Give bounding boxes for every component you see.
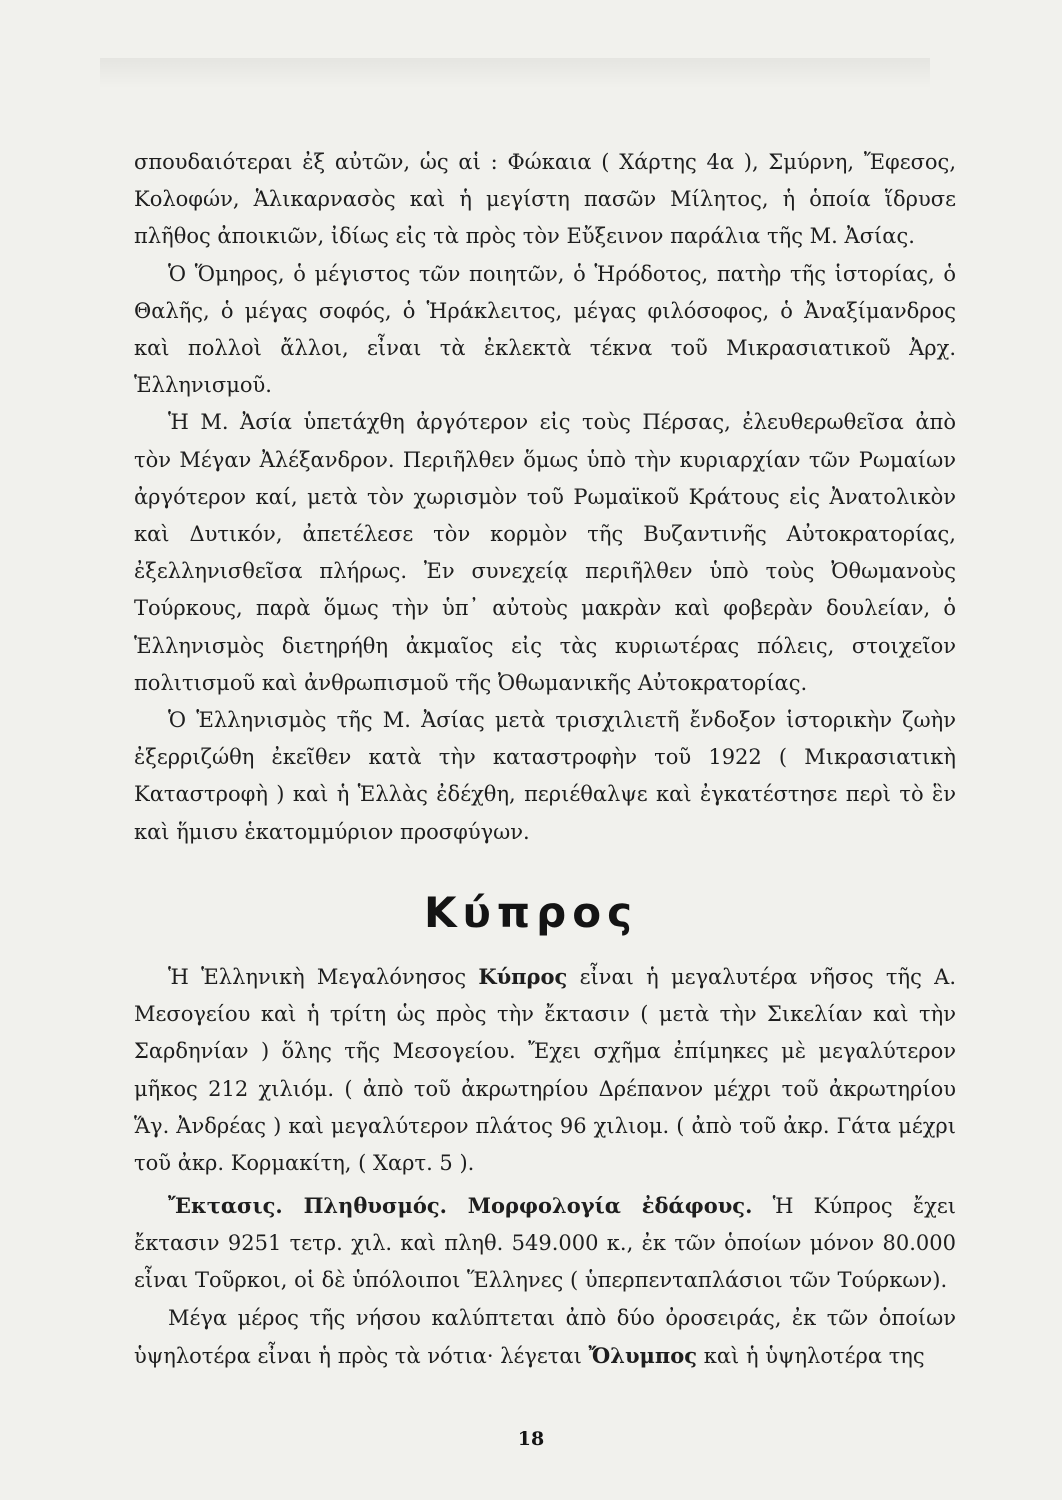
olympus-bold: Ὄλυμπος [588, 1342, 698, 1368]
section-heading-cyprus: Κύπρος [424, 888, 638, 937]
cyprus-text-end: εἶναι ἡ μεγαλυτέρα νῆσος τῆς Α. Μεσογείου καὶ ἡ τρίτη ὡς πρὸς τὴν ἔκτασιν ( μετὰ τὴν Σικελίαν καὶ τὴν Σαρδηνίαν ) ὅλης τῆς Μεσογείου. Ἔχει σχῆμα ἐπίμηκες μὲ μεγαλύτερον μῆκος 212 χιλιόμ. ( ἀπὸ τοῦ ἀκρωτηρίου Δρέπανον μέχρι τοῦ ἀκρωτηρίου Ἅγ. Ἀνδρέας ) καὶ μεγαλύτερον πλάτος 96 χιλιομ. ( ἀπὸ τοῦ ἀκρ. Γάτα μέχρι τοῦ ἀκρ. Κορμακίτη, ( Χαρτ. 5 ). [134, 965, 956, 1176]
area-paragraph-2 [134, 1300, 956, 1375]
intro-paragraph-3: Ἡ Μ. Ἀσία ὑπετάχθη ἀργότερον εἰς τοὺς Πέρσας, ἐλευθερωθεῖσα ἀπὸ τὸν Μέγαν Ἀλέξανδρον. Περιῆλθεν ὅμως ὑπὸ τὴν κυριαρχίαν τῶν Ρωμαίων ἀργότερον καί, μετὰ τὸν χωρισμὸν τοῦ Ρωμαϊκοῦ Κράτους εἰς Ἀνατολικὸν καὶ Δυτικόν, ἀπετέλεσε τὸν κορμὸν τῆς Βυζαντινῆς Αὐτοκρατορίας, ἐξελληνισθεῖσα πλήρως. Ἐν συνεχείᾳ περιῆλθεν ὑπὸ τοὺς Ὀθωμανοὺς Τούρκους, παρὰ ὅμως τὴν ὑπ᾽ αὐτοὺς μακρὰν καὶ φοβερὰν δουλείαν, ὁ Ἑλληνισμὸς διετηρήθη ἀκμαῖος εἰς τὰς κυριωτέρας πόλεις, στοιχεῖον πολιτισμοῦ καὶ ἀνθρωπισμοῦ τῆς Ὀθωμανικῆς Αὐτοκρατορίας. [134, 410, 956, 695]
cyprus-paragraph [134, 958, 956, 1182]
cyprus-text [134, 958, 956, 1182]
page-number: 18 [517, 1428, 545, 1450]
area-paragraph-1-text: Ἡ Κύπρος ἔχει ἔκτασιν 9251 τετρ. χιλ. καὶ πληθ. 549.000 κ., ἐκ τῶν ὁποίων μόνον 80.000 εἶναι Τοῦρκοι, οἱ δὲ ὑπόλοιποι Ἕλληνες ( ὑπερπενταπλάσιοι τῶν Τούρκων). [134, 1194, 956, 1293]
intro-paragraph-4: Ὁ Ἑλληνισμὸς τῆς Μ. Ἀσίας μετὰ τρισχιλιετῆ ἔνδοξον ἱστορικὴν ζωὴν ἐξερριζώθη ἐκεῖθεν κατὰ τὴν καταστροφὴν τοῦ 1922 ( Μικρασιατικὴ Καταστροφὴ ) καὶ ἡ Ἑλλὰς ἐδέχθη, περιέθαλψε καὶ ἐγκατέστησε περὶ τὸ ἓν καὶ ἥμισυ ἑκατομμύριον προσφύγων. [134, 708, 956, 844]
intro-paragraph-2: Ὁ Ὅμηρος, ὁ μέγιστος τῶν ποιητῶν, ὁ Ἡρόδοτος, πατὴρ τῆς ἱστορίας, ὁ Θαλῆς, ὁ μέγας σοφός, ὁ Ἡράκλειτος, μέγας φιλόσοφος, ὁ Ἀναξίμανδρος καὶ πολλοὶ ἄλλοι, εἶναι τὰ ἐκλεκτὰ τέκνα τοῦ Μικρασιατικοῦ Ἀρχ. Ἑλληνισμοῦ. [134, 261, 956, 398]
area-paragraph-1 [134, 1187, 956, 1300]
cyprus-text-start: Ἡ Ἑλληνικὴ Μεγαλόνησος [168, 965, 479, 989]
area-paragraph-2-start: Μέγα μέρος τῆς νήσου καλύπτεται ἀπὸ δύο ὀροσειράς, ἐκ τῶν ὁποίων ὑψηλοτέρα εἶναι ἡ πρὸς τὰ νότια· λέγεται [134, 1305, 956, 1368]
area-section-title: Ἔκτασις. Πληθυσμός. Μορφολογία ἐδάφους. [168, 1193, 753, 1218]
area-section [134, 1187, 956, 1375]
intro-paragraph-1: σπουδαιότεραι ἐξ αὐτῶν, ὡς αἱ : Φώκαια ( Χάρτης 4α ), Σμύρνη, Ἔφεσος, Κολοφών, Ἁλικαρνασὸς καὶ ἡ μεγίστη πασῶν Μίλητος, ἡ ὁποία ἵδρυσε πλῆθος ἀποικιῶν, ἰδίως εἰς τὰ πρὸς τὸν Εὔξεινον παράλια τῆς Μ. Ἀσίας. [134, 150, 956, 249]
area-paragraph-2-end: καὶ ἡ ὑψηλοτέρα της [697, 1343, 925, 1368]
cyprus-bold-name: Κύπρος [478, 964, 568, 989]
intro-text [134, 144, 956, 851]
scan-shadow [100, 58, 930, 88]
